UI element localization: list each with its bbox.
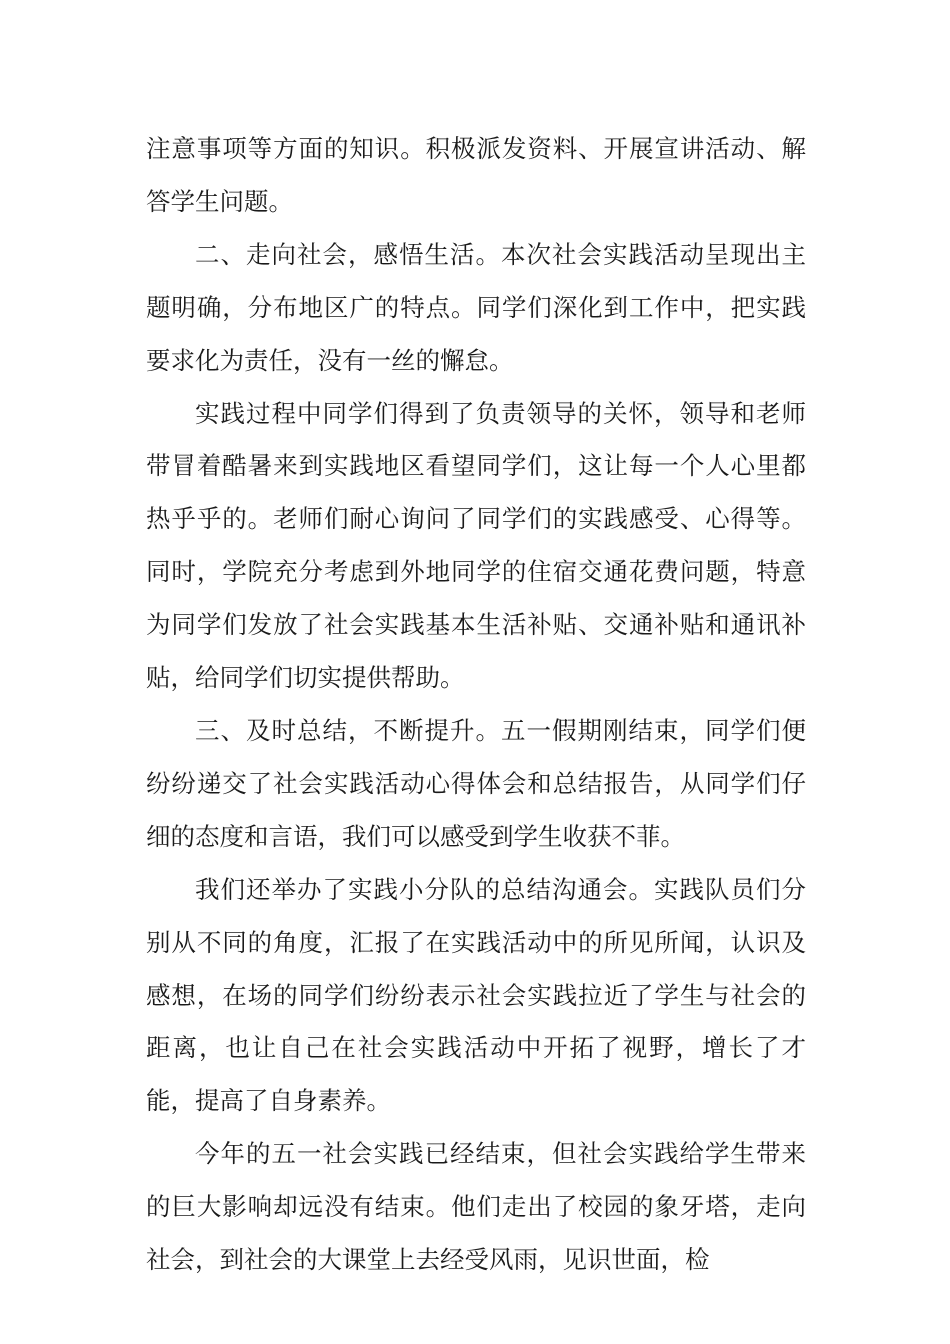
paragraph-5: 我们还举办了实践小分队的总结沟通会。实践队员们分别从不同的角度，汇报了在实践活动中的所见所闻，认识及感想，在场的同学们纷纷表示社会实践拉近了学生与社会的距离，也让自己在社会实践活动中开拓了视野，增长了才能，提高了自身素养。 <box>146 874 806 1116</box>
paragraph-2: 二、走向社会，感悟生活。本次社会实践活动呈现出主题明确，分布地区广的特点。同学们深化到工作中，把实践要求化为责任，没有一丝的懈怠。 <box>146 239 806 375</box>
document-body <box>146 123 806 1287</box>
paragraph-6: 今年的五一社会实践已经结束，但社会实践给学生带来的巨大影响却远没有结束。他们走出了校园的象牙塔，走向社会，到社会的大课堂上去经受风雨，见识世面，检 <box>146 1139 806 1275</box>
paragraph-4: 三、及时总结，不断提升。五一假期刚结束，同学们便纷纷递交了社会实践活动心得体会和总结报告，从同学们仔细的态度和言语，我们可以感受到学生收获不菲。 <box>146 715 806 851</box>
paragraph-1: 注意事项等方面的知识。积极派发资料、开展宣讲活动、解答学生问题。 <box>146 134 806 216</box>
paragraph-3: 实践过程中同学们得到了负责领导的关怀，领导和老师带冒着酷暑来到实践地区看望同学们，这让每一个人心里都热乎乎的。老师们耐心询问了同学们的实践感受、心得等。同时，学院充分考虑到外地同学的住宿交通花费问题，特意为同学们发放了社会实践基本生活补贴、交通补贴和通讯补贴，给同学们切实提供帮助。 <box>146 398 806 693</box>
